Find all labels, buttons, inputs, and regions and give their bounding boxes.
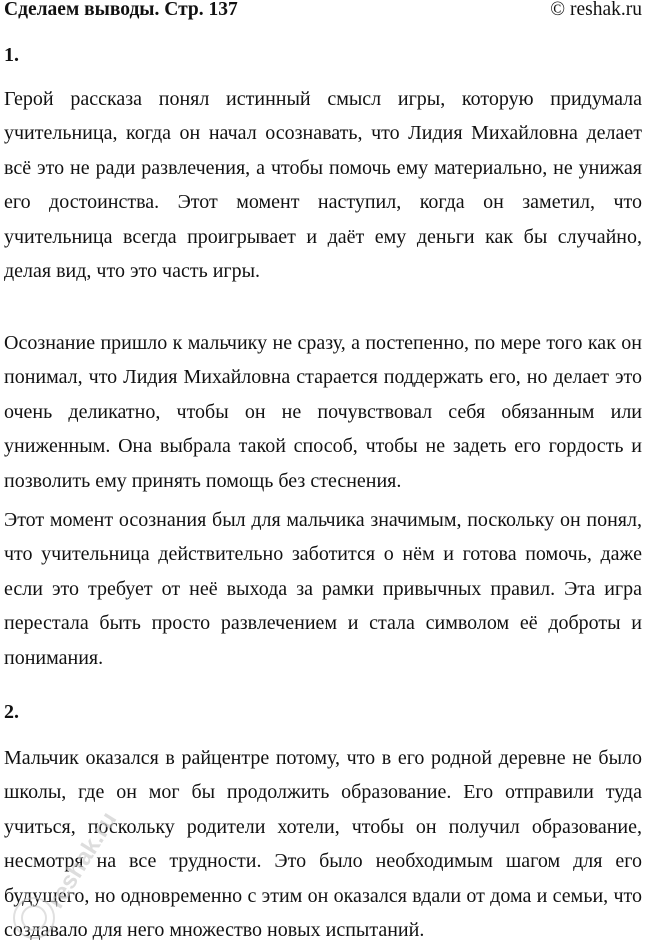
- section-number-2: 2.: [4, 701, 19, 723]
- paragraph-1-1: Герой рассказа понял истинный смысл игры, которую придумала учительница, когда он начал осознавать, что Лидия Михайловна делает всё это не ради развлечения, а чтобы помочь ему материально, не унижая его достоинства. Этот момент наступил, когда он заметил, что учительница всегда проигрывает и даёт ему деньги как бы случайно, делая вид, что это часть игры.: [4, 88, 642, 283]
- section-number-1: 1.: [4, 44, 19, 66]
- paragraph-2-1: Мальчик оказался в райцентре потому, что в его родной деревне не было школы, где он мог бы продолжить образование. Его отправили туда учиться, поскольку родители хотели, чтобы он получил образование, несмотря на все трудности. Это было необходимым шагом для его будущего, но одновременно с этим он оказался вдали от дома и семьи, что создавало для него множество новых испытаний.: [4, 747, 642, 942]
- page-header: [4, 0, 642, 22]
- page-title: Сделаем выводы. Стр. 137: [4, 0, 238, 20]
- paragraph-1-2: Осознание пришло к мальчику не сразу, а постепенно, по мере того как он понимал, что Лидия Михайловна старается поддержать его, но делает это очень деликатно, чтобы он не почувствовал себя обязанным или униженным. Она выбрала такой способ, чтобы не задеть его гордость и позволить ему принять помощь без стеснения.: [4, 332, 642, 492]
- site-credit: © reshak.ru: [550, 0, 642, 20]
- paragraph-1-3: Этот момент осознания был для мальчика значимым, поскольку он понял, что учительница действительно заботится о нём и готова помочь, даже если это требует от неё выхода за рамки привычных правил. Эта игра перестала быть просто развлечением и стала символом её доброты и понимания.: [4, 509, 642, 669]
- watermark-text: reshak.ru: [42, 807, 123, 914]
